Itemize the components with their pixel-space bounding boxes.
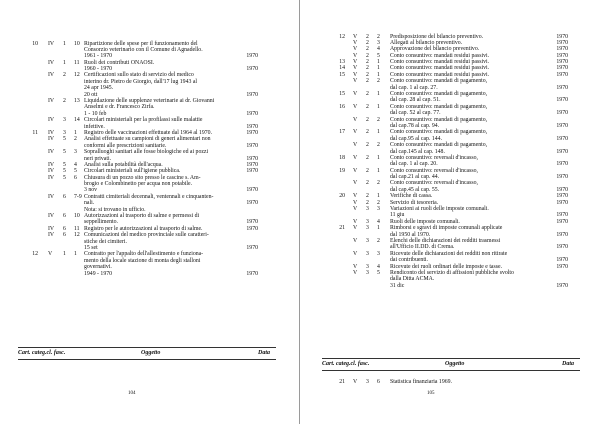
subject: dal cap. 28 al cap. 51. (390, 97, 441, 104)
class: 3 (366, 250, 369, 257)
subject: Conto consuntivo: reversali d'incasso, (390, 154, 478, 161)
subject: neri privati. (84, 155, 112, 162)
class: 2 (366, 180, 369, 187)
category: V (353, 142, 358, 149)
left-footer-data: Data (258, 350, 270, 356)
category: V (353, 180, 358, 187)
subject: Contratti cimiteriali decennali, ventennali e cinquanten- (84, 193, 214, 200)
class: 6 (63, 193, 66, 200)
category: V (353, 129, 358, 136)
subject: Consorzio veterinario con il Comune di Agnadello. (84, 46, 203, 53)
cart-number: 12 (339, 33, 345, 40)
fascicle: 5 (377, 269, 380, 276)
date: 1970 (556, 257, 568, 264)
subject: dal cap.45 al cap. 55. (390, 186, 440, 193)
class: 3 (366, 263, 369, 270)
fascicle: 10 (74, 40, 80, 47)
fascicle: 1 (377, 154, 380, 161)
subject: Ricevute dei ruoli ordinari delle imposte e tasse. (390, 263, 503, 270)
subject: dal cap.145 al cap. 148. (390, 148, 445, 155)
fascicle: 2 (377, 78, 380, 85)
subject: dal cap. 1 al cap. 27. (390, 84, 438, 91)
date: 1970 (556, 97, 568, 104)
cart-number: 10 (32, 40, 38, 47)
fascicle: 4 (377, 263, 380, 270)
class: 2 (366, 129, 369, 136)
class: 1 (63, 251, 66, 258)
class: 3 (366, 269, 369, 276)
class: 5 (63, 161, 66, 168)
subject: Registro delle vaccinazioni effettuate dal 1964 al 1970. (84, 129, 213, 136)
category: IV (48, 193, 55, 200)
class: 2 (366, 91, 369, 98)
date: 1970 (246, 200, 258, 207)
class: 6 (63, 232, 66, 239)
fascicle: 2 (377, 180, 380, 187)
category: V (353, 71, 358, 78)
subject: dai contribuenti. (390, 257, 428, 264)
category: IV (48, 161, 55, 168)
fascicle: 11 (74, 225, 80, 232)
class: 2 (366, 39, 369, 46)
class: 3 (366, 238, 369, 244)
category: V (353, 269, 358, 276)
subject: Conto consuntivo: mandati residui passivi. (390, 59, 490, 66)
subject: 3 nov (84, 187, 98, 194)
fascicle: 1 (377, 193, 380, 200)
table-row (300, 379, 600, 385)
subject: Allegati al bilancio preventivo. (390, 39, 463, 46)
cart-number: 11 (32, 129, 38, 136)
class: 6 (63, 225, 66, 232)
fascicle: 1 (377, 71, 380, 78)
class: 2 (366, 71, 369, 78)
subject: Rendiconto del servizio di affissioni pubbliche svolto (390, 269, 514, 276)
date: 1970 (246, 91, 258, 98)
subject: nali. (84, 200, 95, 207)
table-row (0, 271, 299, 277)
category: V (353, 238, 358, 244)
left-footer-oggetto: Oggetto (141, 350, 161, 356)
subject: dal cap.95 al cap. 144. (390, 135, 442, 142)
fascicle: 6 (377, 378, 380, 385)
class: 2 (63, 72, 66, 79)
cart-number: 14 (339, 65, 345, 72)
subject: 31 dic (390, 282, 405, 289)
category: IV (48, 129, 55, 136)
category: V (353, 206, 358, 213)
subject: 1961 - 1970 (84, 53, 113, 60)
class: 2 (366, 193, 369, 200)
category: V (353, 46, 358, 53)
left-footer-rule-bottom (18, 359, 276, 360)
fascicle: 7-9 (74, 193, 82, 200)
subject: dalla Ditta ACMA. (390, 276, 435, 283)
cart-number: 16 (339, 103, 345, 110)
class: 2 (366, 116, 369, 123)
date: 1970 (556, 65, 568, 72)
date: 1970 (556, 231, 568, 238)
fascicle: 1 (377, 103, 380, 110)
subject: governativi. (84, 264, 112, 271)
class: 2 (366, 142, 369, 149)
subject: Certificazioni sullo stato di servizio del medico (84, 72, 194, 79)
subject: Contratto per l'appalto dell'allestimento e funziona- (84, 251, 204, 258)
left-footer-rule-top (18, 347, 276, 348)
right-entry-list (300, 34, 600, 290)
date: 1970 (246, 187, 258, 194)
class: 2 (63, 98, 66, 105)
category: V (353, 218, 358, 225)
subject: Conto consuntivo: reversali d'incasso, (390, 180, 478, 187)
date: 1970 (556, 39, 568, 46)
subject: Nota: si trovano in ufficio. (84, 206, 146, 213)
subject: Ruoli delle imposte comunali. (390, 218, 460, 225)
date: 1970 (556, 148, 568, 155)
date: 1970 (556, 84, 568, 91)
subject: conformi alle prescrizioni sanitarie. (84, 142, 167, 149)
fascicle: 4 (74, 161, 77, 168)
class: 3 (63, 129, 66, 136)
subject: interino dr. Pietro de Giorgio, dall'17 lug 1943 al (84, 78, 197, 85)
category: V (353, 52, 358, 59)
cart-number: 19 (339, 167, 345, 174)
category: V (353, 154, 358, 161)
date: 1970 (556, 186, 568, 193)
class: 3 (366, 225, 369, 232)
category: V (353, 167, 358, 174)
fascicle: 10 (74, 213, 80, 220)
cart-number: 18 (339, 154, 345, 161)
subject: 20 ott (84, 91, 98, 98)
class: 2 (366, 199, 369, 206)
category: V (353, 378, 358, 385)
subject: all'Ufficio II.DD. di Crema. (390, 244, 455, 251)
subject: Comunicazioni del medico provinciale sulle caratteri- (84, 232, 209, 239)
date: 1970 (246, 123, 258, 130)
date: 1970 (556, 218, 568, 225)
subject: dal cap. 52 al cap. 77. (390, 110, 441, 117)
subject: Elenchi delle dichiarazioni dei redditi trasmessi (390, 238, 501, 244)
category: IV (48, 72, 55, 79)
right-footer-columns: Cart. categ.cl. fasc. (322, 361, 370, 367)
category: IV (48, 168, 55, 175)
category: V (353, 193, 358, 200)
right-page (300, 0, 600, 424)
fascicle: 1 (377, 129, 380, 136)
category: V (353, 263, 358, 270)
subject: Rimborsi e sgravi di imposte comunali applicate (390, 225, 503, 232)
category: V (353, 116, 358, 123)
fascicle: 3 (377, 250, 380, 257)
subject: Circolari ministeriali per la profilassi sulle malattie (84, 117, 203, 124)
category: IV (48, 40, 55, 47)
subject: Conto consuntivo: mandati di pagamento, (390, 129, 488, 136)
fascicle: 12 (74, 72, 80, 79)
category: IV (48, 59, 55, 66)
class: 1 (63, 40, 66, 47)
left-page-number: 104 (128, 391, 136, 396)
subject: Approvazione del bilancio preventivo. (390, 46, 480, 53)
subject: 1 - 10 feb (84, 110, 107, 117)
right-footer-rule-bottom (322, 370, 580, 371)
subject: Chiusura di un pozzo sito presso le cascine s. Am- (84, 174, 201, 181)
class: 3 (366, 218, 369, 225)
category: V (353, 199, 358, 206)
date: 1970 (246, 53, 258, 60)
subject: Conto consuntivo: reversali d'incasso, (390, 167, 478, 174)
subject: mento della locale stazione di monta degli stalloni (84, 257, 201, 264)
class: 5 (63, 149, 66, 156)
date: 1970 (246, 66, 258, 73)
subject: brogio e Colombinetto per acqua non potabile. (84, 181, 193, 188)
category: IV (48, 117, 55, 124)
category: V (353, 250, 358, 257)
fascicle: 3 (377, 39, 380, 46)
cart-number: 13 (339, 59, 345, 66)
category: V (353, 225, 358, 232)
subject: dal cap. 1 al cap. 20. (390, 161, 438, 168)
subject: Autorizzazioni al trasporto di salme e permessi di (84, 213, 200, 220)
class: 2 (366, 59, 369, 66)
subject: Conto consuntivo: mandati di pagamento, (390, 91, 488, 98)
subject: 1949 - 1970 (84, 270, 113, 277)
subject: Anselmi e dr. Francesco Zirfa. (84, 104, 155, 111)
subject: Conto consuntivo: mandati di pagamento, (390, 103, 488, 110)
date: 1970 (556, 59, 568, 66)
fascicle: 5 (74, 168, 77, 175)
subject: Analisi sulla potabilità dell'acqua. (84, 161, 163, 168)
fascicle: 2 (74, 136, 77, 143)
class: 1 (63, 59, 66, 66)
date: 1970 (556, 263, 568, 270)
class: 2 (366, 52, 369, 59)
subject: dal cap.21 al cap. 44. (390, 174, 440, 181)
class: 3 (366, 206, 369, 213)
right-footer-oggetto: Oggetto (445, 361, 465, 367)
cart-number: 21 (339, 378, 345, 385)
date: 1970 (246, 245, 258, 251)
subject: Circolari ministeriali sull'igiene pubblica. (84, 168, 181, 175)
date: 1970 (556, 212, 568, 219)
subject: Conto consuntivo: mandati residui passivi. (390, 65, 490, 72)
date: 1970 (246, 219, 258, 226)
category: IV (48, 149, 55, 156)
left-footer-columns: Cart. categ.cl. fasc. (18, 350, 66, 356)
fascicle: 14 (74, 117, 80, 124)
fascicle: 3 (377, 206, 380, 213)
fascicle: 13 (74, 98, 80, 105)
class: 2 (366, 103, 369, 110)
class: 2 (366, 46, 369, 53)
class: 2 (366, 78, 369, 85)
category: V (48, 251, 53, 258)
date: 1970 (556, 282, 568, 289)
fascicle: 2 (377, 116, 380, 123)
subject: Ricevute delle dichiarazioni dei redditi non ritirate (390, 250, 508, 257)
category: V (353, 103, 358, 110)
date: 1970 (556, 135, 568, 142)
subject: dal cap.78 al cap. 94. (390, 122, 440, 129)
category: IV (48, 174, 55, 181)
category: V (353, 65, 358, 72)
class: 3 (63, 117, 66, 124)
date: 1970 (246, 270, 258, 277)
category: V (353, 78, 358, 85)
subject: Predisposizione del bilancio preventivo. (390, 33, 484, 40)
date: 1970 (556, 199, 568, 206)
subject: Analisi effettuate su campioni di generi alimentari non (84, 136, 211, 143)
date: 1970 (246, 110, 258, 117)
class: 2 (366, 154, 369, 161)
fascicle: 12 (74, 232, 80, 239)
date: 1970 (556, 110, 568, 117)
category: IV (48, 225, 55, 232)
date: 1970 (556, 193, 568, 200)
fascicle: 1 (377, 225, 380, 232)
subject: 15 set (84, 245, 98, 251)
date: 1970 (246, 161, 258, 168)
fascicle: 4 (377, 46, 380, 53)
date: 1970 (556, 174, 568, 181)
fascicle: 1 (377, 91, 380, 98)
class: 2 (366, 33, 369, 40)
fascicle: 1 (377, 65, 380, 72)
class: 2 (366, 167, 369, 174)
fascicle: 5 (377, 52, 380, 59)
date: 1970 (556, 46, 568, 53)
subject: infettive. (84, 123, 105, 130)
subject: Conto consuntivo: mandati di pagamento, (390, 142, 488, 149)
subject: Conto consuntivo: mandati residui passivi. (390, 52, 490, 59)
cart-number: 20 (339, 193, 345, 200)
fascicle: 1 (74, 251, 77, 258)
class: 2 (366, 65, 369, 72)
date: 1970 (556, 71, 568, 78)
fascicle: 2 (377, 238, 380, 244)
cart-number: 15 (339, 91, 345, 98)
subject: 11 giu (390, 212, 405, 219)
cart-number: 21 (339, 225, 345, 232)
subject: Conto consuntivo: mandati di pagamento, (390, 78, 488, 85)
fascicle: 1 (74, 129, 77, 136)
right-footer-rule-top (322, 358, 580, 359)
fascicle: 6 (74, 174, 77, 181)
right-after-footer-entry (300, 379, 600, 385)
fascicle: 3 (74, 149, 77, 156)
left-entry-list (0, 41, 299, 277)
right-page-number: 105 (427, 391, 435, 396)
category: IV (48, 98, 55, 105)
fascicle: 2 (377, 33, 380, 40)
fascicle: 1 (377, 59, 380, 66)
date: 1970 (246, 129, 258, 136)
date: 1970 (556, 161, 568, 168)
subject: dal 1950 al 1970. (390, 231, 431, 238)
date: 1970 (246, 155, 258, 162)
category: IV (48, 136, 55, 143)
category: IV (48, 232, 55, 239)
date: 1970 (246, 225, 258, 232)
category: IV (48, 213, 55, 220)
subject: stiche dei cimiteri. (84, 238, 127, 245)
subject: Ruoli dei contributi ONAOSI. (84, 59, 155, 66)
subject: Registro per le autorizzazioni al trasporto di salme. (84, 225, 203, 232)
subject: Conto consuntivo: mandati di pagamento, (390, 116, 488, 123)
class: 3 (366, 378, 369, 385)
category: V (353, 39, 358, 46)
subject: Sopralluoghi sanitari alle fosse biologiche ed ai pozzi (84, 149, 209, 156)
date: 1970 (556, 122, 568, 129)
class: 5 (63, 136, 66, 143)
category: V (353, 91, 358, 98)
subject: 1960 - 1970 (84, 66, 113, 73)
fascicle: 2 (377, 142, 380, 149)
class: 6 (63, 213, 66, 220)
cart-number: 17 (339, 129, 345, 136)
class: 5 (63, 174, 66, 181)
date: 1970 (556, 52, 568, 59)
subject: Servizio di tesoreria. (390, 199, 439, 206)
subject: Statistica finanziaria 1969. (390, 378, 452, 385)
class: 5 (63, 168, 66, 175)
subject: 24 apr 1945. (84, 85, 114, 92)
category: V (353, 33, 358, 40)
date: 1970 (246, 142, 258, 149)
fascicle: 2 (377, 199, 380, 206)
table-row (300, 283, 600, 289)
cart-number: 15 (339, 71, 345, 78)
subject: Ripartizione delle spese per il funzionamento del (84, 40, 198, 47)
category: V (353, 59, 358, 66)
date: 1970 (556, 244, 568, 251)
subject: Liquidazione delle supplenze veterinarie ai dr. Giovanni (84, 98, 215, 105)
subject: seppellimento. (84, 219, 118, 226)
right-footer-data: Data (562, 361, 574, 367)
cart-number: 12 (32, 251, 38, 258)
fascicle: 1 (377, 167, 380, 174)
fascicle: 4 (377, 218, 380, 225)
subject: Variazioni ai ruoli delle imposte comunali. (390, 206, 489, 213)
date: 1970 (556, 33, 568, 40)
fascicle: 11 (74, 59, 80, 66)
subject: Verifiche di cassa. (390, 193, 433, 200)
date: 1970 (246, 168, 258, 175)
subject: Conto consuntivo: mandati residui passivi. (390, 71, 490, 78)
